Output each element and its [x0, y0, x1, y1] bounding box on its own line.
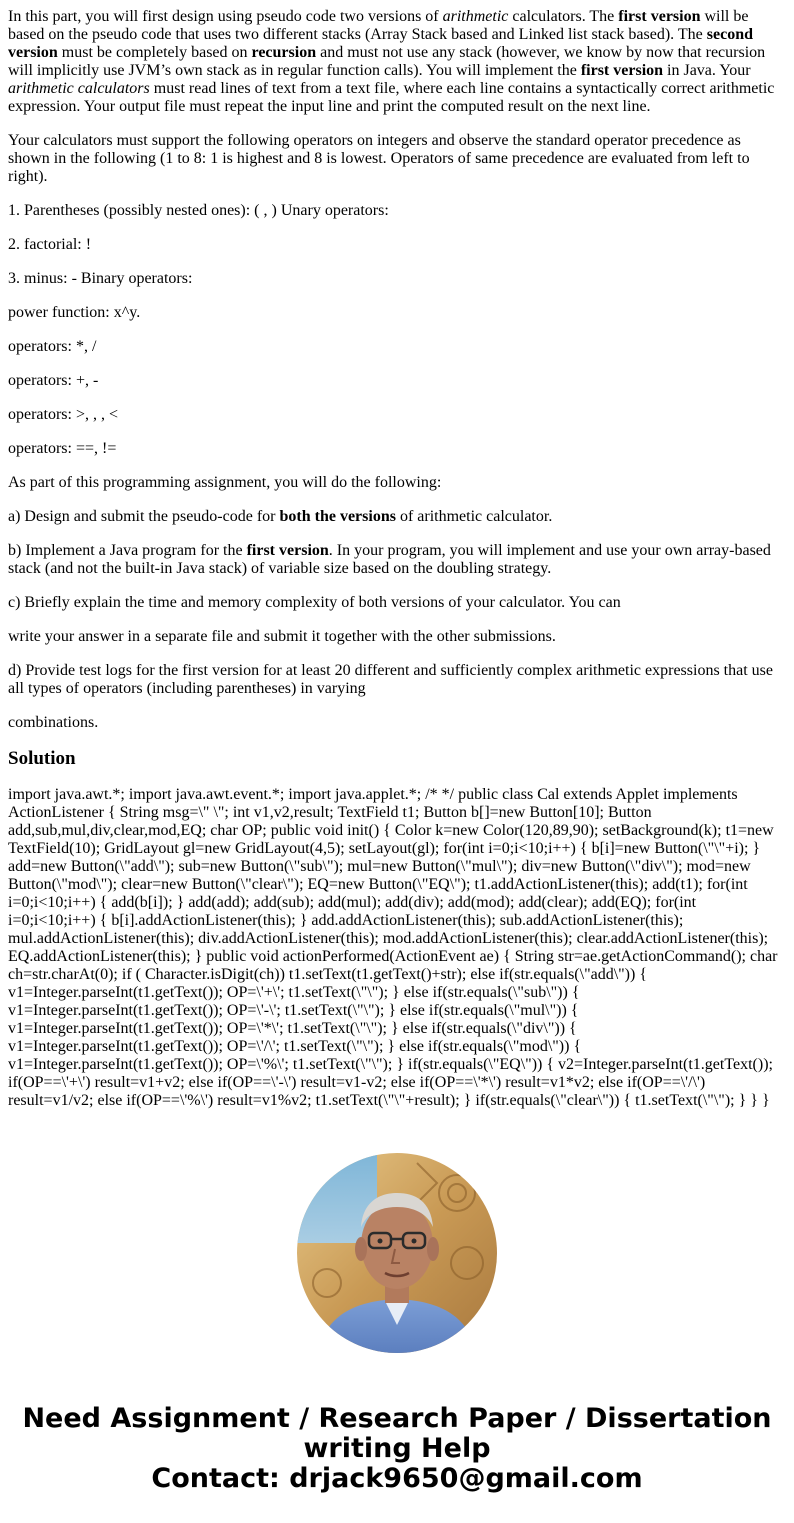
task-b-text: b) Implement a Java program for the: [8, 542, 247, 559]
task-a-strong: both the versions: [279, 508, 396, 525]
operator-item: power function: x^y.: [8, 304, 141, 321]
task-b: [8, 542, 784, 578]
article-content: [8, 8, 784, 1110]
operator-item: operators: ==, !=: [8, 440, 117, 457]
support-paragraph: Your calculators must support the following operators on integers and observe the standard operator precedence as shown in the following (1 to 8: 1 is highest and 8 is lowest. Operators of same precedence are evaluated from left to right).: [8, 132, 750, 185]
footer-contact[interactable]: Contact: drjack9650@gmail.com: [151, 1463, 643, 1494]
footer-banner: [0, 1404, 794, 1494]
operator-item: operators: *, /: [8, 338, 97, 355]
intro-strong: second version: [8, 26, 753, 61]
intro-text: must be completely based on: [57, 44, 252, 61]
task-d-part2: combinations.: [8, 714, 99, 731]
task-d-part1: d) Provide test logs for the first version for at least 20 different and sufficiently complex arithmetic expressions that use all types of operators (including parentheses) in varying: [8, 662, 773, 697]
intro-strong: recursion: [251, 44, 317, 61]
footer-line-1: Need Assignment / Research Paper / Dissertation: [22, 1403, 772, 1434]
intro-emphasis: arithmetic: [442, 8, 509, 25]
intro-emphasis: arithmetic calculators: [8, 80, 150, 97]
intro-text: will be based on the pseudo code that uses two different stacks (Array Stack based and Linked list stack based). The: [8, 8, 749, 43]
task-a-text: of arithmetic calculator.: [395, 508, 553, 525]
task-a-text: a) Design and submit the pseudo-code for: [8, 508, 280, 525]
operator-item: 1. Parentheses (possibly nested ones): ( , ) Unary operators:: [8, 202, 389, 219]
task-b-strong: first version: [246, 542, 329, 559]
operator-item: 3. minus: - Binary operators:: [8, 270, 193, 287]
intro-text: must read lines of text from a text file, where each line contains a syntactically correct arithmetic expression. Your output file must repeat the input line and print the computed result on the next line.: [8, 80, 775, 115]
intro-text: In this part, you will first design using pseudo code two versions of: [8, 8, 443, 25]
intro-text: in Java. Your: [663, 62, 751, 79]
task-b-text: . In your program, you will implement and use your own array-based stack (and not the built-in Java stack) of variable size based on the doubling strategy.: [8, 542, 771, 577]
intro-strong: first version: [580, 62, 664, 79]
operator-item: operators: >, , , <: [8, 406, 119, 423]
author-avatar: [297, 1153, 497, 1353]
operator-item: 2. factorial: !: [8, 236, 92, 253]
task-a: [8, 508, 784, 526]
intro-text: and must not use any stack (however, we know by now that recursion will implicitly use JVM’s own stack as in regular function calls). You will implement the: [8, 44, 766, 79]
operator-item: operators: +, -: [8, 372, 99, 389]
solution-heading: Solution: [8, 748, 76, 769]
assignment-intro: As part of this programming assignment, you will do the following:: [8, 474, 442, 491]
task-c-part2: write your answer in a separate file and submit it together with the other submissions.: [8, 628, 556, 645]
intro-text: calculators. The: [508, 8, 619, 25]
task-c-part1: c) Briefly explain the time and memory complexity of both versions of your calculator. You can: [8, 594, 621, 611]
author-photo-icon: [297, 1153, 497, 1353]
intro-strong: first version: [618, 8, 701, 25]
solution-code: import java.awt.*; import java.awt.event.*; import java.applet.*; /* */ public class Cal extends Applet implements ActionListener { String msg=\" \"; int v1,v2,result; TextField t1; Button b[]=new Button[10]; Button add,sub,mul,div,clear,mod,EQ; char OP; public void init() { Color k=new Color(120,89,90); setBackground(k); t1=new TextField(10); GridLayout gl=new GridLayout(4,5); setLayout(gl); for(int i=0;i<10;i++) { b[i]=new Button(\"\"+i); } add=new Button(\"add\"); sub=new Button(\"sub\"); mul=new Button(\"mul\"); div=new Button(\"div\"); mod=new Button(\"mod\"); clear=new Button(\"clear\"); EQ=new Button(\"EQ\"); t1.addActionListener(this); add(t1); for(int i=0;i<10;i++) { add(b[i]); } add(add); add(sub); add(mul); add(div); add(mod); add(clear); add(EQ); for(int i=0;i<10;i++) { b[i].addActionListener(this); } add.addActionListener(this); sub.addActionListener(this); mul.addActionListener(this); div.addActionListener(this); mod.addActionListener(this); clear.addActionListener(this); EQ.addActionListener(this); } public void actionPerformed(ActionEvent ae) { String str=ae.getActionCommand(); char ch=str.charAt(0); if ( Character.isDigit(ch)) t1.setText(t1.getText()+str); else if(str.equals(\"add\")) { v1=Integer.parseInt(t1.getText()); OP=\'+\'; t1.setText(\"\"); } else if(str.equals(\"sub\")) { v1=Integer.parseInt(t1.getText()); OP=\'-\'; t1.setText(\"\"); } else if(str.equals(\"mul\")) { v1=Integer.parseInt(t1.getText()); OP=\'*\'; t1.setText(\"\"); } else if(str.equals(\"div\")) { v1=Integer.parseInt(t1.getText()); OP=\'/\'; t1.setText(\"\"); } else if(str.equals(\"mod\")) { v1=Integer.parseInt(t1.getText()); OP=\'%\'; t1.setText(\"\"); } if(str.equals(\"EQ\")) { v2=Integer.parseInt(t1.getText()); if(OP==\'+\') result=v1+v2; else if(OP==\'-\') result=v1-v2; else if(OP==\'*\') result=v1*v2; else if(OP==\'/\') result=v1/v2; else if(OP==\'%\') result=v1%v2; t1.setText(\"\"+result); } if(str.equals(\"clear\")) { t1.setText(\"\"); } } }: [8, 786, 778, 1109]
intro-paragraph: [8, 8, 784, 116]
footer-line-2: writing Help: [303, 1433, 491, 1464]
